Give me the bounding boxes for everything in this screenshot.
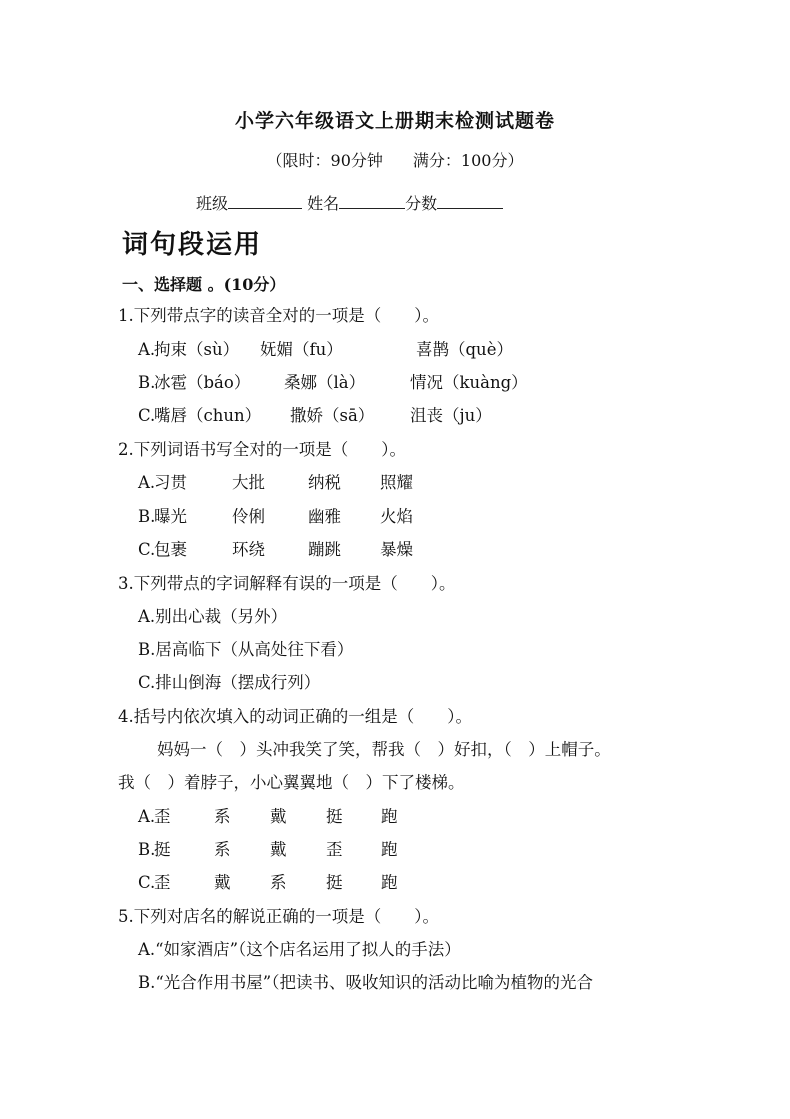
question-4-stem: 4.括号内依次填入的动词正确的一组是（ ）。: [118, 707, 472, 726]
option-item: 歪: [154, 807, 171, 826]
option-item: 系: [270, 873, 287, 892]
option-item: 环绕: [232, 540, 265, 559]
question-5-option-b: B.“光合作用书屋”（把读书、吸收知识的活动比喻为植物的光合: [138, 973, 593, 992]
option-item: 跑: [381, 840, 398, 859]
option-item: 大批: [232, 473, 265, 492]
option-item: 戴: [270, 840, 287, 859]
option-item: 伶俐: [232, 507, 265, 526]
option-letter: A.: [138, 473, 156, 492]
option-item: 挺: [326, 873, 343, 892]
score-blank: [437, 194, 503, 209]
option-item: 歪: [326, 840, 343, 859]
class-blank: [228, 194, 302, 209]
option-item: 习贯: [154, 473, 187, 492]
option-letter: B.: [138, 373, 156, 392]
option-item: 撒娇（sā）: [290, 406, 375, 425]
time-limit: （限时：90分钟: [266, 151, 383, 170]
option-item: 包裹: [154, 540, 187, 559]
question-2-option-c: [138, 539, 698, 561]
option-item: 拘束（sù）: [154, 340, 240, 359]
question-2-stem: 2.下列词语书写全对的一项是（ ）。: [118, 440, 406, 459]
option-item: 暴燥: [380, 540, 413, 559]
option-item: 沮丧（ju）: [410, 406, 492, 425]
name-blank: [339, 194, 405, 209]
question-1-option-b: [138, 372, 698, 394]
option-item: 照耀: [380, 473, 413, 492]
option-item: 妩媚（fu）: [260, 340, 343, 359]
question-3-option-a: A.别出心裁（另外）: [138, 607, 288, 626]
option-item: 桑娜（là）: [284, 373, 366, 392]
question-5-option-a: A.“如家酒店”（这个店名运用了拟人的手法）: [138, 940, 461, 959]
full-score: 满分：100分）: [412, 151, 524, 170]
option-item: 曝光: [154, 507, 187, 526]
question-5-stem: 5.下列对店名的解说正确的一项是（ ）。: [118, 907, 439, 926]
option-item: 系: [214, 840, 231, 859]
question-2-option-b: [138, 506, 698, 528]
question-3-option-c: C.排山倒海（摆成行列）: [138, 673, 321, 692]
option-letter: A.: [138, 807, 156, 826]
option-item: 挺: [154, 840, 171, 859]
option-letter: B.: [138, 507, 156, 526]
name-label: 姓名: [307, 194, 340, 213]
option-item: 挺: [326, 807, 343, 826]
option-item: 嘴唇（chun）: [154, 406, 262, 425]
student-info-row: [196, 191, 503, 214]
option-letter: C.: [138, 540, 156, 559]
question-2-option-a: [138, 472, 698, 494]
option-item: 跑: [381, 873, 398, 892]
option-item: 歪: [154, 873, 171, 892]
exam-title: 小学六年级语文上册期末检测试题卷: [234, 110, 555, 132]
option-item: 冰雹（báo）: [154, 373, 251, 392]
question-4-option-c: [138, 872, 698, 894]
section-heading: 词句段运用: [122, 230, 263, 260]
option-item: 喜鹊（què）: [416, 340, 513, 359]
question-1-stem: 1.下列带点字的读音全对的一项是（ ）。: [118, 306, 439, 325]
question-4-option-b: [138, 839, 698, 861]
option-letter: C.: [138, 406, 156, 425]
question-4-passage-line-2: 我（ ）着脖子，小心翼翼地（ ）下了楼梯。: [118, 773, 465, 792]
option-letter: C.: [138, 873, 156, 892]
option-item: 蹦跳: [308, 540, 341, 559]
question-3-stem: 3.下列带点的字词解释有误的一项是（ ）。: [118, 574, 456, 593]
exam-subtitle: [0, 148, 790, 171]
question-4-option-a: [138, 806, 698, 828]
option-item: 火焰: [380, 507, 413, 526]
option-letter: B.: [138, 840, 156, 859]
option-item: 戴: [214, 873, 231, 892]
question-1-option-a: [138, 339, 698, 361]
class-label: 班级: [196, 194, 229, 213]
part-title: 一、选择题 。(10分）: [122, 275, 286, 294]
option-letter: A.: [138, 340, 156, 359]
question-4-passage-line-1: 妈妈一（ ）头冲我笑了笑，帮我（ ）好扣，（ ）上帽子。: [157, 740, 611, 759]
option-item: 系: [214, 807, 231, 826]
option-item: 戴: [270, 807, 287, 826]
option-item: 跑: [381, 807, 398, 826]
question-1-option-c: [138, 405, 698, 427]
option-item: 情况（kuàng）: [410, 373, 528, 392]
option-item: 幽雅: [308, 507, 341, 526]
option-item: 纳税: [308, 473, 341, 492]
question-3-option-b: B.居高临下（从高处往下看）: [138, 640, 354, 659]
score-label: 分数: [405, 194, 438, 213]
